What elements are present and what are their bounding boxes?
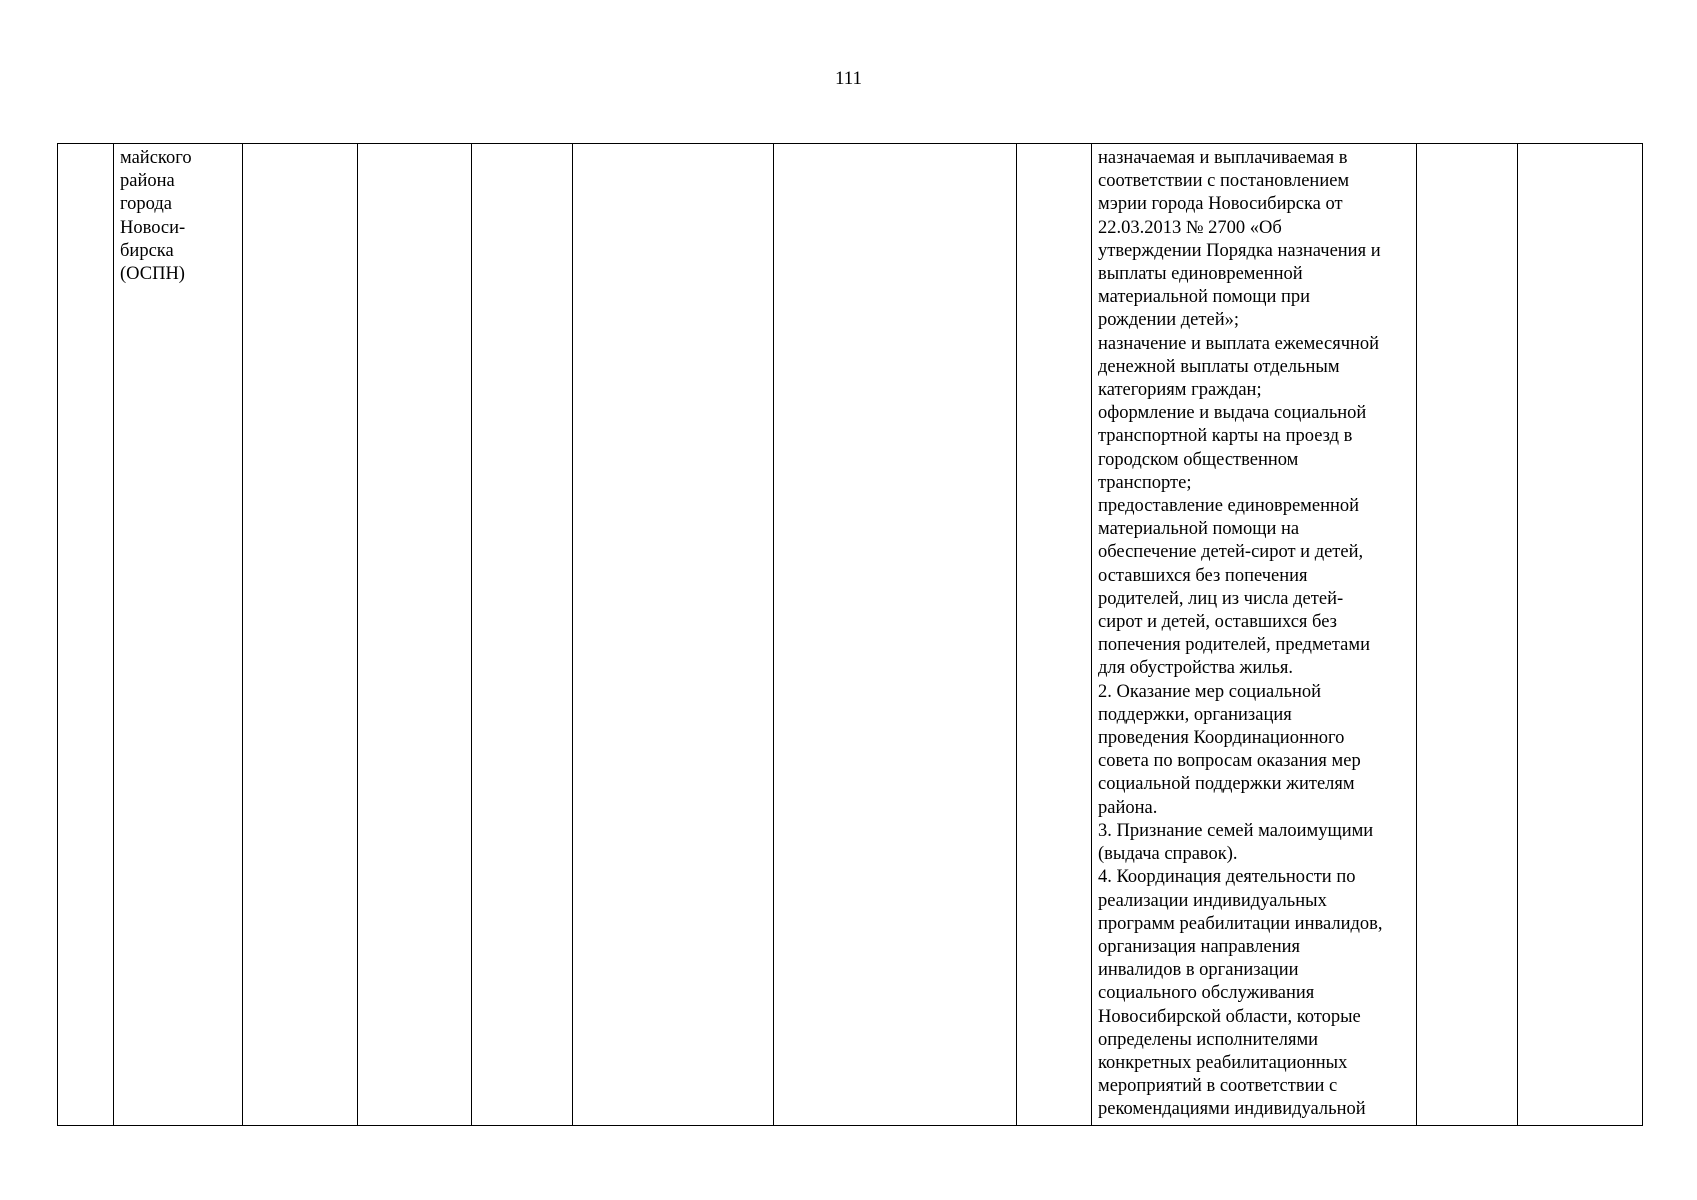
document-table xyxy=(57,143,1643,1126)
org-name-text: майского района города Новоси- бирска (ОСПН) xyxy=(120,148,192,285)
table-cell-number xyxy=(58,144,114,1126)
table-cell-empty xyxy=(774,144,1017,1126)
table-cell-empty xyxy=(573,144,774,1126)
table-cell-empty xyxy=(1017,144,1092,1126)
table-cell-empty xyxy=(1417,144,1518,1126)
table-cell-empty xyxy=(358,144,472,1126)
table-cell-empty xyxy=(472,144,573,1126)
table-cell-empty xyxy=(243,144,358,1126)
table-cell-org-name xyxy=(114,144,243,1126)
table-cell-empty xyxy=(1518,144,1643,1126)
functions-text: назначаемая и выплачиваемая в соответствии с постановлением мэрии города Новосибирска от 22.03.2013 № 2700 «Об утверждении Порядка назначения и выплаты единовременной материальной помощи при рождении детей»; назначение и выплата ежемесячной денежной выплаты отдельным категориям граждан; оформление и выдача социальной транспортной карты на проезд в городском общественном транспорте; предоставление единовременной материальной помощи на обеспечение детей-сирот и детей, оставшихся без попечения родителей, лиц из числа детей- сирот и детей, оставшихся без попечения родителей, предметами для обустройства жилья. 2. Оказание мер социальной поддержки, организация проведения Координационного совета по вопросам оказания мер социальной поддержки жителям района. 3. Признание семей малоимущими (выдача справок). 4. Координация деятельности по реализации индивидуальных программ реабилитации инвалидов, организация направления инвалидов в организации социального обслуживания Новосибирской области, которые определены исполнителями конкретных реабилитационных мероприятий в соответствии с рекомендациями индивидуальной xyxy=(1098,148,1383,1120)
page-number: 111 xyxy=(834,68,863,89)
table-cell-functions xyxy=(1092,144,1417,1126)
table-row xyxy=(58,144,1643,1126)
